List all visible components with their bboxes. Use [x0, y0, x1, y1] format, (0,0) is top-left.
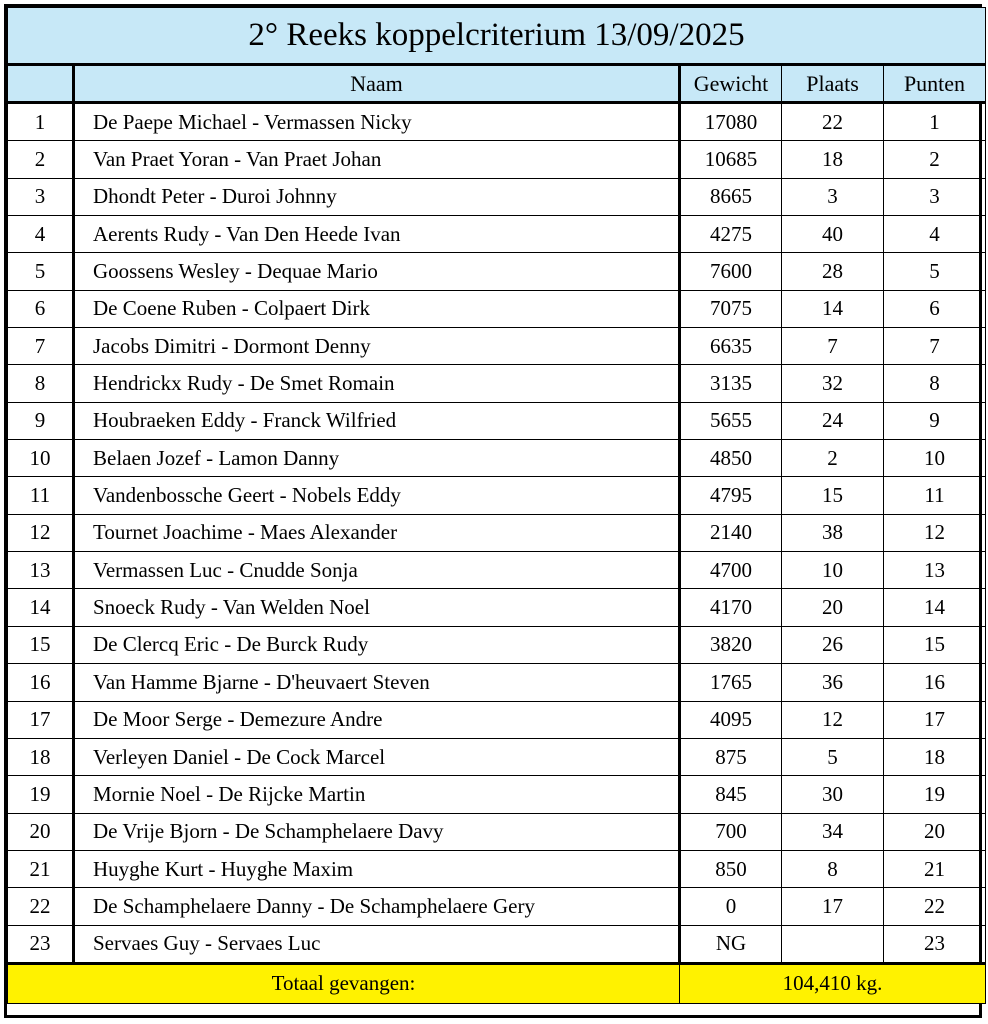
table-row — [8, 328, 986, 365]
cell-gewicht: 2140 — [680, 514, 782, 551]
cell-punten: 19 — [884, 776, 986, 813]
cell-plaats: 12 — [782, 701, 884, 738]
cell-gewicht: 845 — [680, 776, 782, 813]
cell-gewicht: 4850 — [680, 440, 782, 477]
table-row — [8, 738, 986, 775]
total-value: 104,410 kg. — [680, 963, 986, 1003]
cell-gewicht: 17080 — [680, 103, 782, 141]
cell-nr: 21 — [8, 850, 74, 887]
cell-plaats: 2 — [782, 440, 884, 477]
table-row — [8, 103, 986, 141]
cell-gewicht: 4095 — [680, 701, 782, 738]
cell-nr: 5 — [8, 253, 74, 290]
cell-naam: De Clercq Eric - De Burck Rudy — [74, 626, 680, 663]
table-row — [8, 552, 986, 589]
cell-nr: 8 — [8, 365, 74, 402]
table-row — [8, 925, 986, 963]
cell-punten: 15 — [884, 626, 986, 663]
cell-plaats: 26 — [782, 626, 884, 663]
cell-plaats: 7 — [782, 328, 884, 365]
title-row — [8, 8, 986, 65]
cell-plaats: 18 — [782, 141, 884, 178]
cell-nr: 13 — [8, 552, 74, 589]
table-row — [8, 141, 986, 178]
cell-nr: 23 — [8, 925, 74, 963]
cell-punten: 3 — [884, 178, 986, 215]
cell-plaats: 24 — [782, 402, 884, 439]
table-row — [8, 850, 986, 887]
cell-plaats: 32 — [782, 365, 884, 402]
cell-punten: 9 — [884, 402, 986, 439]
cell-plaats: 14 — [782, 290, 884, 327]
cell-gewicht: 7600 — [680, 253, 782, 290]
cell-punten: 1 — [884, 103, 986, 141]
cell-punten: 17 — [884, 701, 986, 738]
table-row — [8, 290, 986, 327]
cell-plaats: 10 — [782, 552, 884, 589]
table-row — [8, 813, 986, 850]
cell-punten: 2 — [884, 141, 986, 178]
cell-naam: De Vrije Bjorn - De Schamphelaere Davy — [74, 813, 680, 850]
cell-naam: Mornie Noel - De Rijcke Martin — [74, 776, 680, 813]
table-row — [8, 626, 986, 663]
cell-punten: 18 — [884, 738, 986, 775]
cell-gewicht: 0 — [680, 888, 782, 925]
cell-gewicht: 6635 — [680, 328, 782, 365]
cell-gewicht: NG — [680, 925, 782, 963]
cell-gewicht: 700 — [680, 813, 782, 850]
cell-punten: 5 — [884, 253, 986, 290]
cell-gewicht: 5655 — [680, 402, 782, 439]
cell-nr: 1 — [8, 103, 74, 141]
total-row — [8, 963, 986, 1003]
cell-punten: 6 — [884, 290, 986, 327]
table-row — [8, 440, 986, 477]
cell-nr: 16 — [8, 664, 74, 701]
header-gewicht: Gewicht — [680, 65, 782, 103]
cell-naam: Hendrickx Rudy - De Smet Romain — [74, 365, 680, 402]
cell-naam: Vandenbossche Geert - Nobels Eddy — [74, 477, 680, 514]
cell-gewicht: 4795 — [680, 477, 782, 514]
page-title: 2° Reeks koppelcriterium 13/09/2025 — [8, 8, 986, 65]
header-naam: Naam — [74, 65, 680, 103]
cell-naam: Tournet Joachime - Maes Alexander — [74, 514, 680, 551]
cell-naam: Belaen Jozef - Lamon Danny — [74, 440, 680, 477]
cell-nr: 12 — [8, 514, 74, 551]
cell-nr: 20 — [8, 813, 74, 850]
table-row — [8, 701, 986, 738]
table-row — [8, 216, 986, 253]
cell-naam: Huyghe Kurt - Huyghe Maxim — [74, 850, 680, 887]
table-row — [8, 253, 986, 290]
cell-plaats — [782, 925, 884, 963]
cell-gewicht: 3135 — [680, 365, 782, 402]
table-row — [8, 477, 986, 514]
header-row — [8, 65, 986, 103]
cell-naam: Aerents Rudy - Van Den Heede Ivan — [74, 216, 680, 253]
cell-gewicht: 7075 — [680, 290, 782, 327]
table-row — [8, 888, 986, 925]
cell-plaats: 36 — [782, 664, 884, 701]
cell-punten: 4 — [884, 216, 986, 253]
cell-punten: 13 — [884, 552, 986, 589]
cell-plaats: 34 — [782, 813, 884, 850]
cell-gewicht: 1765 — [680, 664, 782, 701]
cell-nr: 2 — [8, 141, 74, 178]
cell-nr: 19 — [8, 776, 74, 813]
cell-naam: De Coene Ruben - Colpaert Dirk — [74, 290, 680, 327]
cell-naam: Houbraeken Eddy - Franck Wilfried — [74, 402, 680, 439]
cell-gewicht: 875 — [680, 738, 782, 775]
cell-naam: Vermassen Luc - Cnudde Sonja — [74, 552, 680, 589]
cell-punten: 16 — [884, 664, 986, 701]
cell-naam: Verleyen Daniel - De Cock Marcel — [74, 738, 680, 775]
cell-nr: 18 — [8, 738, 74, 775]
cell-naam: Snoeck Rudy - Van Welden Noel — [74, 589, 680, 626]
table-row — [8, 776, 986, 813]
cell-plaats: 38 — [782, 514, 884, 551]
cell-gewicht: 8665 — [680, 178, 782, 215]
cell-plaats: 40 — [782, 216, 884, 253]
header-punten: Punten — [884, 65, 986, 103]
cell-nr: 11 — [8, 477, 74, 514]
table-row — [8, 664, 986, 701]
cell-nr: 10 — [8, 440, 74, 477]
cell-naam: Servaes Guy - Servaes Luc — [74, 925, 680, 963]
results-table — [7, 7, 986, 1004]
cell-gewicht: 4700 — [680, 552, 782, 589]
cell-gewicht: 4275 — [680, 216, 782, 253]
cell-punten: 22 — [884, 888, 986, 925]
cell-plaats: 22 — [782, 103, 884, 141]
cell-plaats: 15 — [782, 477, 884, 514]
table-row — [8, 589, 986, 626]
cell-naam: Van Praet Yoran - Van Praet Johan — [74, 141, 680, 178]
header-nr — [8, 65, 74, 103]
cell-nr: 6 — [8, 290, 74, 327]
total-label: Totaal gevangen: — [8, 963, 680, 1003]
cell-plaats: 8 — [782, 850, 884, 887]
table-row — [8, 178, 986, 215]
cell-plaats: 28 — [782, 253, 884, 290]
cell-naam: De Moor Serge - Demezure Andre — [74, 701, 680, 738]
cell-gewicht: 4170 — [680, 589, 782, 626]
cell-nr: 17 — [8, 701, 74, 738]
cell-plaats: 30 — [782, 776, 884, 813]
cell-gewicht: 3820 — [680, 626, 782, 663]
cell-punten: 14 — [884, 589, 986, 626]
cell-punten: 11 — [884, 477, 986, 514]
cell-naam: De Schamphelaere Danny - De Schamphelaere Gery — [74, 888, 680, 925]
cell-nr: 15 — [8, 626, 74, 663]
cell-gewicht: 10685 — [680, 141, 782, 178]
cell-plaats: 5 — [782, 738, 884, 775]
cell-punten: 7 — [884, 328, 986, 365]
cell-nr: 14 — [8, 589, 74, 626]
cell-gewicht: 850 — [680, 850, 782, 887]
header-plaats: Plaats — [782, 65, 884, 103]
cell-punten: 8 — [884, 365, 986, 402]
cell-plaats: 17 — [782, 888, 884, 925]
cell-nr: 3 — [8, 178, 74, 215]
results-sheet — [4, 4, 982, 1018]
cell-nr: 9 — [8, 402, 74, 439]
cell-nr: 4 — [8, 216, 74, 253]
cell-plaats: 20 — [782, 589, 884, 626]
cell-punten: 12 — [884, 514, 986, 551]
table-row — [8, 402, 986, 439]
cell-punten: 21 — [884, 850, 986, 887]
cell-punten: 10 — [884, 440, 986, 477]
cell-naam: Van Hamme Bjarne - D'heuvaert Steven — [74, 664, 680, 701]
cell-nr: 7 — [8, 328, 74, 365]
cell-naam: Goossens Wesley - Dequae Mario — [74, 253, 680, 290]
cell-plaats: 3 — [782, 178, 884, 215]
cell-punten: 23 — [884, 925, 986, 963]
cell-naam: Dhondt Peter - Duroi Johnny — [74, 178, 680, 215]
table-row — [8, 514, 986, 551]
cell-naam: De Paepe Michael - Vermassen Nicky — [74, 103, 680, 141]
cell-naam: Jacobs Dimitri - Dormont Denny — [74, 328, 680, 365]
table-row — [8, 365, 986, 402]
cell-nr: 22 — [8, 888, 74, 925]
table-body — [8, 103, 986, 964]
cell-punten: 20 — [884, 813, 986, 850]
